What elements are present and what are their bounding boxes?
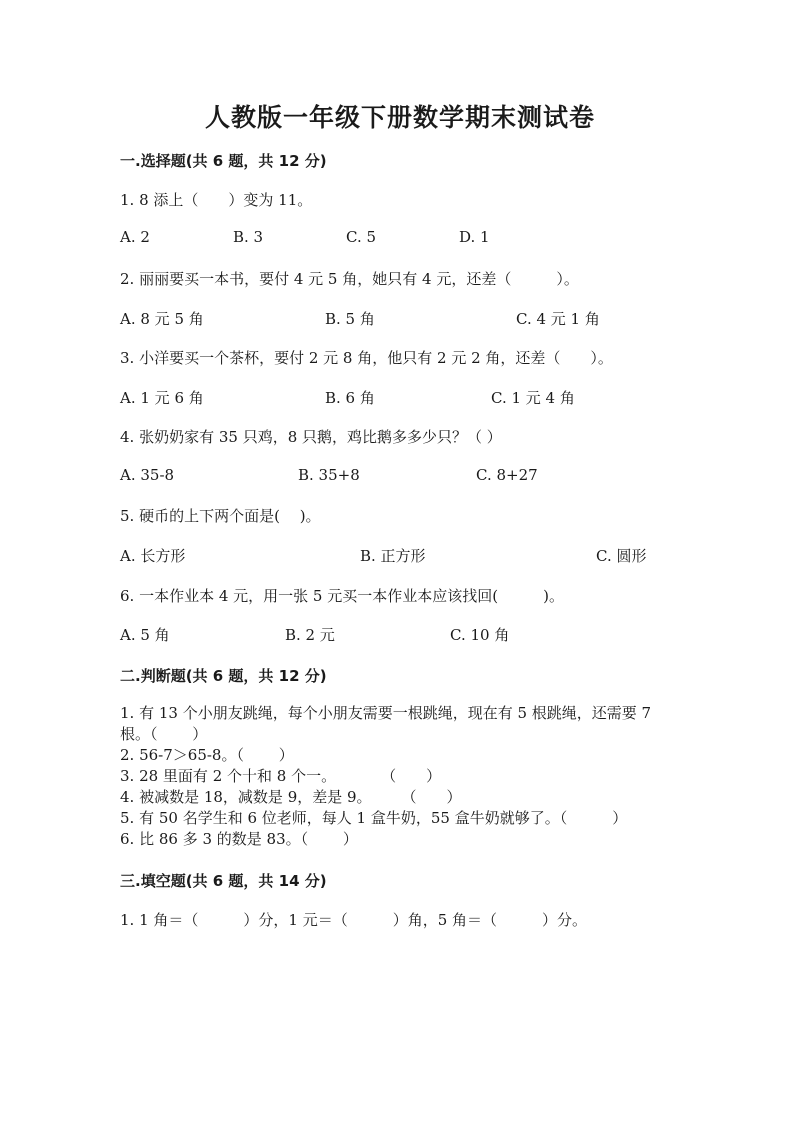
question-text: 2. 丽丽要买一本书，要付 4 元 5 角，她只有 4 元，还差（ ）。: [120, 270, 579, 288]
option-a: A. 8 元 5 角: [120, 310, 204, 328]
option-c: C. 1 元 4 角: [491, 389, 575, 407]
option-a: A. 1 元 6 角: [120, 389, 204, 407]
option-c: C. 5: [346, 228, 377, 246]
judgement-item: 4. 被减数是 18，减数是 9，差是 9。 （ ）: [120, 788, 462, 806]
option-c: C. 10 角: [450, 626, 510, 644]
section-heading-judgement: 二.判断题(共 6 题，共 12 分): [120, 667, 327, 685]
page-title: 人教版一年级下册数学期末测试卷: [204, 103, 595, 132]
option-d: D. 1: [459, 228, 490, 246]
question-text: 1. 8 添上（ ）变为 11。: [120, 191, 313, 209]
option-b: B. 正方形: [360, 547, 426, 565]
section-heading-fill-blank: 三.填空题(共 6 题，共 14 分): [120, 872, 327, 890]
question-text: 1. 1 角＝（ ）分，1 元＝（ ）角，5 角＝（ ）分。: [120, 911, 588, 929]
option-b: B. 35+8: [298, 466, 360, 484]
option-c: C. 8+27: [476, 466, 538, 484]
question-text: 4. 张奶奶家有 35 只鸡，8 只鹅，鸡比鹅多多少只？（ ）: [120, 428, 502, 446]
question-text: 3. 小洋要买一个茶杯，要付 2 元 8 角，他只有 2 元 2 角，还差（ ）。: [120, 349, 613, 367]
judgement-item: 3. 28 里面有 2 个十和 8 个一。 （ ）: [120, 767, 442, 785]
judgement-item: 2. 56-7＞65-8。（ ）: [120, 746, 294, 764]
option-b: B. 6 角: [325, 389, 375, 407]
option-a: A. 5 角: [120, 626, 170, 644]
option-b: B. 3: [233, 228, 264, 246]
option-c: C. 4 元 1 角: [516, 310, 600, 328]
option-b: B. 5 角: [325, 310, 375, 328]
option-b: B. 2 元: [285, 626, 335, 644]
section-heading-choice: 一.选择题(共 6 题，共 12 分): [120, 152, 327, 170]
option-c: C. 圆形: [596, 547, 647, 565]
option-a: A. 2: [120, 228, 150, 246]
question-text: 5. 硬币的上下两个面是( )。: [120, 507, 321, 525]
option-a: A. 长方形: [120, 547, 186, 565]
judgement-item: 5. 有 50 名学生和 6 位老师，每人 1 盒牛奶，55 盒牛奶就够了。（ ）: [120, 809, 628, 827]
judgement-item-cont: 根。（ ）: [120, 725, 208, 743]
question-text: 6. 一本作业本 4 元，用一张 5 元买一本作业本应该找回( )。: [120, 587, 564, 605]
option-a: A. 35-8: [120, 466, 175, 484]
judgement-item: 1. 有 13 个小朋友跳绳，每个小朋友需要一根跳绳，现在有 5 根跳绳，还需要 7: [120, 704, 652, 722]
judgement-item: 6. 比 86 多 3 的数是 83。（ ）: [120, 830, 358, 848]
